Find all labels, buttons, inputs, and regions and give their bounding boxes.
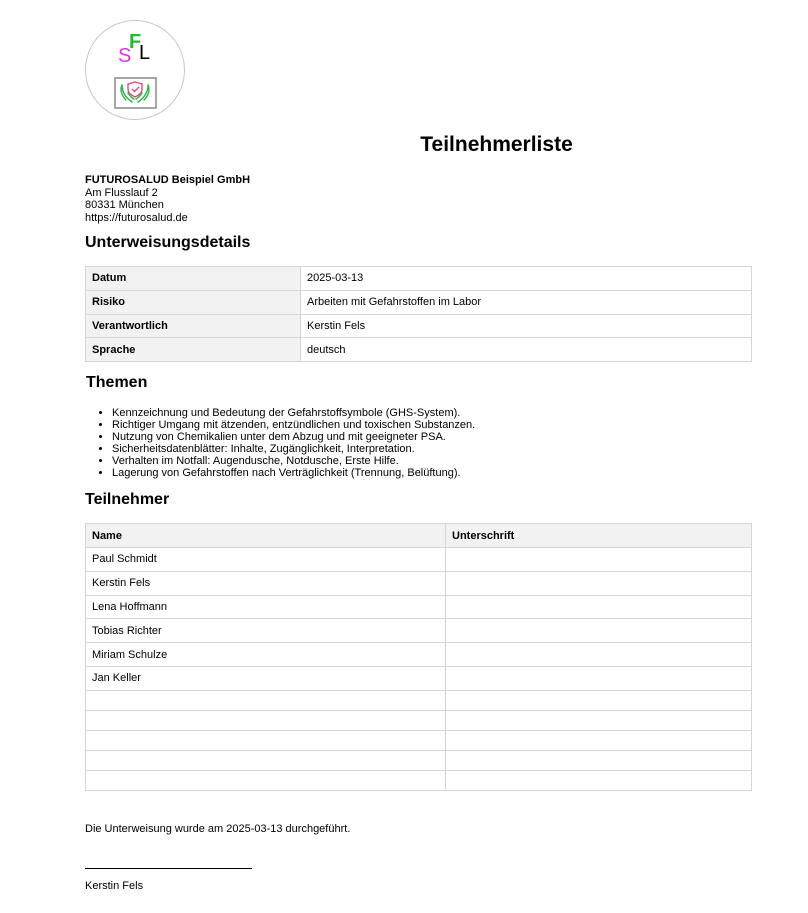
table-row bbox=[86, 571, 752, 595]
signature-cell bbox=[446, 548, 752, 572]
signature-cell bbox=[446, 643, 752, 667]
empty-name-cell bbox=[86, 770, 446, 790]
signature-cell bbox=[446, 619, 752, 643]
participants-header-row bbox=[86, 524, 752, 548]
company-city: 80331 München bbox=[85, 199, 164, 211]
table-row bbox=[86, 595, 752, 619]
empty-name-cell bbox=[86, 710, 446, 730]
table-row bbox=[86, 619, 752, 643]
table-row bbox=[86, 643, 752, 667]
participants-table bbox=[85, 523, 752, 791]
empty-row bbox=[86, 710, 752, 730]
empty-row bbox=[86, 690, 752, 710]
participant-name: Tobias Richter bbox=[86, 619, 446, 643]
signature-cell bbox=[446, 710, 752, 730]
empty-row bbox=[86, 770, 752, 790]
signature-line bbox=[85, 868, 252, 869]
check-icon bbox=[132, 87, 139, 92]
signature-cell bbox=[446, 750, 752, 770]
details-row bbox=[86, 290, 752, 314]
signature-cell bbox=[446, 690, 752, 710]
signer-name: Kerstin Fels bbox=[85, 880, 144, 892]
topics-heading: Themen bbox=[86, 374, 148, 391]
participants-heading: Teilnehmer bbox=[85, 491, 170, 508]
hands-icon bbox=[121, 85, 149, 102]
company-address bbox=[85, 174, 250, 224]
column-header-signature: Unterschrift bbox=[446, 524, 752, 548]
empty-name-cell bbox=[86, 750, 446, 770]
logo-letter-s: S bbox=[118, 45, 132, 67]
details-row bbox=[86, 314, 752, 338]
table-row bbox=[86, 548, 752, 572]
logo-graphic bbox=[86, 21, 184, 119]
company-website: https://futurosalud.de bbox=[85, 211, 188, 224]
details-row bbox=[86, 267, 752, 291]
signature-cell bbox=[446, 666, 752, 690]
signature-cell bbox=[446, 730, 752, 750]
company-logo bbox=[85, 20, 185, 120]
signature-cell bbox=[446, 571, 752, 595]
details-row bbox=[86, 338, 752, 362]
participant-name: Jan Keller bbox=[86, 666, 446, 690]
empty-name-cell bbox=[86, 730, 446, 750]
participant-name: Paul Schmidt bbox=[86, 548, 446, 572]
table-row bbox=[86, 666, 752, 690]
details-label: Datum bbox=[86, 267, 301, 291]
list-item: • Nutzung von Chemikalien unter dem Abzug und mit geeigneter PSA. bbox=[112, 431, 475, 443]
list-item: • Kennzeichnung und Bedeutung der Gefahrstoffsymbole (GHS-System). bbox=[112, 407, 475, 419]
list-item: • Sicherheitsdatenblätter: Inhalte, Zugänglichkeit, Interpretation. bbox=[112, 443, 475, 455]
column-header-name: Name bbox=[86, 524, 446, 548]
details-heading: Unterweisungsdetails bbox=[85, 234, 251, 251]
details-value: Kerstin Fels bbox=[301, 314, 752, 338]
logo-letter-l: L bbox=[139, 42, 151, 64]
details-value: Arbeiten mit Gefahrstoffen im Labor bbox=[301, 290, 752, 314]
details-label: Verantwortlich bbox=[86, 314, 301, 338]
details-label: Sprache bbox=[86, 338, 301, 362]
details-table bbox=[85, 266, 752, 362]
signature-cell bbox=[446, 595, 752, 619]
participant-name: Lena Hoffmann bbox=[86, 595, 446, 619]
list-item: • Lagerung von Gefahrstoffen nach Verträglichkeit (Trennung, Belüftung). bbox=[112, 467, 475, 479]
participant-name: Kerstin Fels bbox=[86, 571, 446, 595]
list-item: • Verhalten im Notfall: Augendusche, Notdusche, Erste Hilfe. bbox=[112, 455, 475, 467]
participant-name: Miriam Schulze bbox=[86, 643, 446, 667]
company-name: FUTUROSALUD Beispiel GmbH bbox=[85, 174, 251, 186]
details-label: Risiko bbox=[86, 290, 301, 314]
details-value: 2025-03-13 bbox=[301, 267, 752, 291]
details-value: deutsch bbox=[301, 338, 752, 362]
page-title: Teilnehmerliste bbox=[420, 133, 573, 156]
completion-statement: Die Unterweisung wurde am 2025-03-13 durchgeführt. bbox=[85, 823, 351, 835]
empty-name-cell bbox=[86, 690, 446, 710]
list-item: • Richtiger Umgang mit ätzenden, entzündlichen und toxischen Substanzen. bbox=[112, 419, 475, 431]
signature-cell bbox=[446, 770, 752, 790]
company-street: Am Flusslauf 2 bbox=[85, 186, 158, 199]
topics-list bbox=[112, 407, 475, 479]
logo-letter-f: F bbox=[129, 31, 142, 53]
empty-row bbox=[86, 730, 752, 750]
empty-row bbox=[86, 750, 752, 770]
